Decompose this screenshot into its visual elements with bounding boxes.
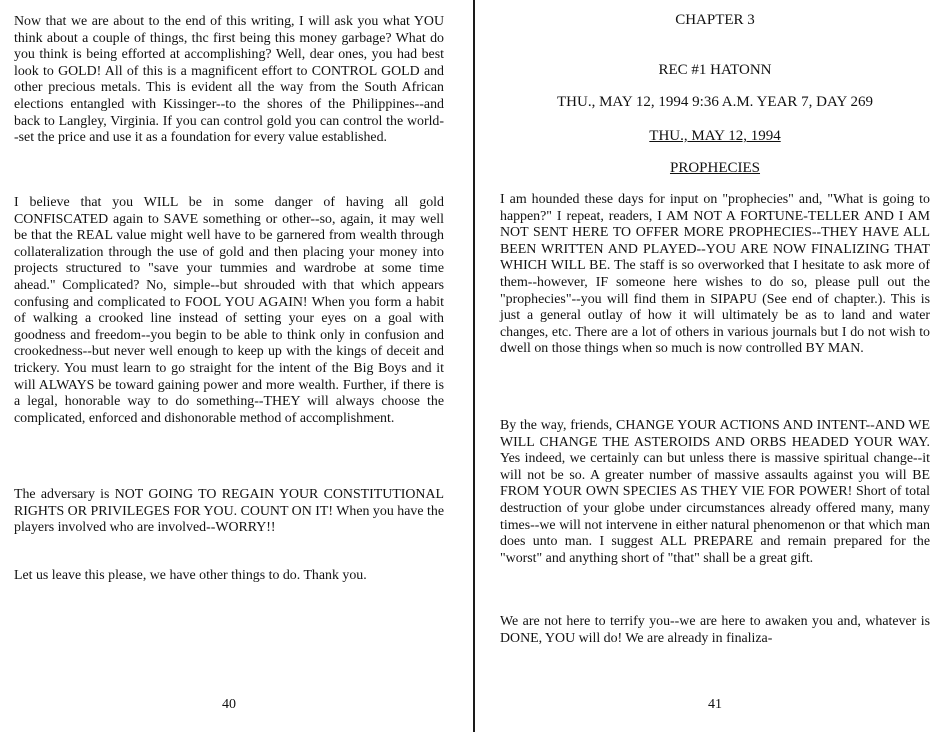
chapter-heading: CHAPTER 3 <box>675 12 755 28</box>
left-page <box>14 0 444 732</box>
topic-heading: PROPHECIES <box>669 160 761 176</box>
left-paragraph-3: The adversary is NOT GOING TO REGAIN YOUR CONSTITUTIONAL RIGHTS OR PRIVILEGES FOR YOU. COUNT ON IT! When you have the players involved who are involved--WORRY!! <box>14 487 444 536</box>
right-page <box>500 0 930 732</box>
left-page-number: 40 <box>222 697 236 712</box>
right-paragraph-2: By the way, friends, CHANGE YOUR ACTIONS AND INTENT--AND WE WILL CHANGE THE ASTEROIDS AND ORBS HEADED YOUR WAY. Yes indeed, we certainly can but unless there is massive spiritual change--it will not be so. A greater number of massive assaults against you will BE FROM YOUR OWN SPECIES AS THEY VIE FOR POWER! Short of total destruction of your globe under circumstances already offered many, many times--we will not intervene in either natural phenomenon or that which man does unto man. I suggest ALL PREPARE and remain prepared for the "worst" and anything short of "that" shall be a great gift. <box>500 418 930 566</box>
rec-heading: REC #1 HATONN <box>658 62 772 78</box>
left-paragraph-1: Now that we are about to the end of this writing, I will ask you what YOU think about a couple of things, thc first being this money garbage? What do you think is being efforted at accomplishing? Well, dear ones, you had best look to GOLD! All of this is a magnificent effort to CONTROL GOLD and other precious metals. This is evident all the way from the South African elections entangled with Kissinger--to the shores of the Philippines--and back to Langley, Virginia. If you can control gold you can control the world--set the price and use it as a foundation for every value established. <box>14 14 444 146</box>
date-heading: THU., MAY 12, 1994 <box>649 128 781 144</box>
right-paragraph-3: We are not here to terrify you--we are here to awaken you and, whatever is DONE, YOU will do! We are already in finaliza- <box>500 614 930 646</box>
right-page-number: 41 <box>708 697 722 712</box>
dateline-heading: THU., MAY 12, 1994 9:36 A.M. YEAR 7, DAY 269 <box>557 94 873 110</box>
page-gutter-divider <box>473 0 475 732</box>
left-paragraph-4: Let us leave this please, we have other things to do. Thank you. <box>14 568 367 583</box>
left-paragraph-2: I believe that you WILL be in some danger of having all gold CONFISCATED again to SAVE something or other--so, again, it may well be that the REAL value might well have to be garnered from wealth through collateralization through the use of gold and then placing your money into projects structured to "save your tummies and wardrobe at some time ahead." Complicated? No, simple--but shrouded with that which appears confusing and complicated to FOOL YOU AGAIN! When you form a habit of walking a crooked line instead of setting your eyes on a goal with goodness and freedom--you begin to be able to think only in confusion and crookedness--but never well enough to keep up with the kings of deceit and trickery. You must learn to go straight for the intent of the Big Boys and it will ALWAYS be toward gaining power and more wealth. Further, if there is a legal, honorable way to do something--THEY will always choose the complicated, enforced and dishonorable method of accomplishment. <box>14 195 444 426</box>
right-paragraph-1: I am hounded these days for input on "prophecies" and, "What is going to happen?" I repeat, readers, I AM NOT A FORTUNE-TELLER AND I AM NOT SENT HERE TO OFFER MORE PROPHECIES--THEY HAVE ALL BEEN WRITTEN AND PLAYED--YOU ARE NOW FINALIZING THAT WHICH WILL BE. The staff is so overworked that I hesitate to ask more of them--however, IF someone here wishes to do so, please pull out the "prophecies"--you will find them in SIPAPU (See end of chapter.). This is just a general outlay of how it will ultimately be as to land and water changes, etc. There are a lot of others in various journals but I do not wish to dwell on those things when so much is now controlled BY MAN. <box>500 192 930 357</box>
